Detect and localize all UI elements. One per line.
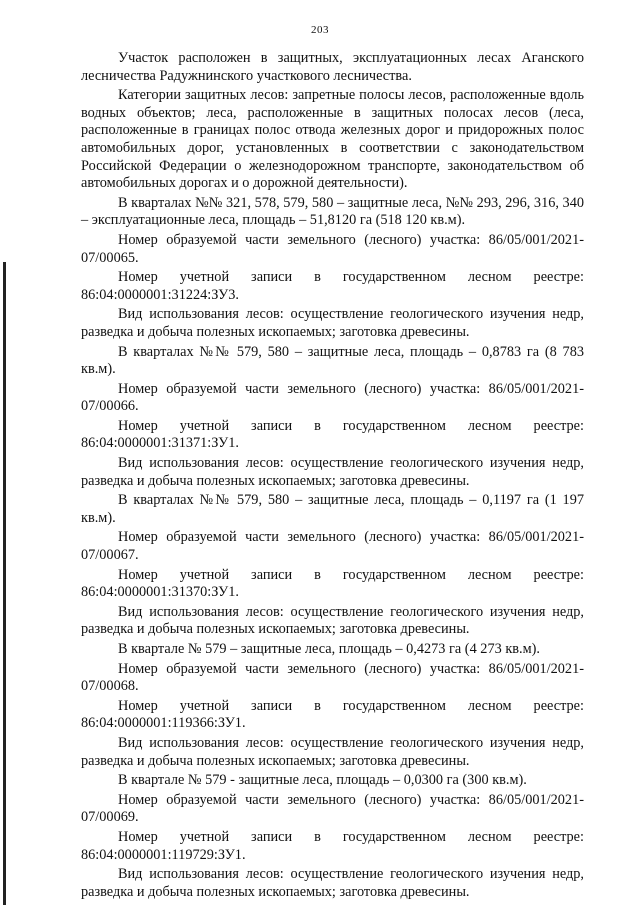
page-number: 203	[311, 24, 329, 36]
paragraph: Вид использования лесов: осуществление геологического изучения недр, разведка и добыча полезных ископаемых; заготовка древесины.	[81, 306, 584, 340]
paragraph: Номер образуемой части земельного (лесного) участка: 86/05/001/2021-07/00068.	[81, 660, 584, 695]
paragraph: Номер образуемой части земельного (лесного) участка: 86/05/001/2021-07/00069.	[81, 791, 584, 826]
paragraph: Номер учетной записи в государственном лесном реестре: 86:04:0000001:31224:ЗУ3.	[81, 269, 584, 303]
paragraph: Номер учетной записи в государственном лесном реестре: 86:04:0000001:119729:ЗУ1.	[81, 828, 584, 863]
paragraph: В кварталах №№ 579, 580 – защитные леса, площадь – 0,1197 га (1 197 кв.м).	[81, 492, 584, 526]
document-body	[81, 50, 584, 903]
paragraph: Участок расположен в защитных, эксплуатационных лесах Аганского лесничества Радужнинского участкового лесничества.	[81, 50, 584, 84]
paragraph: Номер образуемой части земельного (лесного) участка: 86/05/001/2021-07/00066.	[81, 380, 584, 415]
paragraph: Номер учетной записи в государственном лесном реестре: 86:04:0000001:119366:ЗУ1.	[81, 697, 584, 732]
paragraph: Номер образуемой части земельного (лесного) участка: 86/05/001/2021-07/00067.	[81, 529, 584, 564]
paragraph: Вид использования лесов: осуществление геологического изучения недр, разведка и добыча полезных ископаемых; заготовка древесины.	[81, 734, 584, 769]
paragraph: В квартале № 579 – защитные леса, площадь – 0,4273 га (4 273 кв.м).	[118, 641, 540, 657]
paragraph: В кварталах №№ 579, 580 – защитные леса, площадь – 0,8783 га (8 783 кв.м).	[81, 343, 584, 378]
paragraph: Номер учетной записи в государственном лесном реестре: 86:04:0000001:31370:ЗУ1.	[81, 566, 584, 601]
paragraph: В квартале № 579 - защитные леса, площадь – 0,0300 га (300 кв.м).	[118, 772, 527, 789]
paragraph: Номер учетной записи в государственном лесном реестре: 86:04:0000001:31371:ЗУ1.	[81, 417, 584, 452]
scan-edge-mark	[3, 262, 6, 905]
paragraph: Вид использования лесов: осуществление геологического изучения недр, разведка и добыча полезных ископаемых; заготовка древесины.	[81, 866, 584, 900]
paragraph: Вид использования лесов: осуществление геологического изучения недр, разведка и добыча полезных ископаемых; заготовка древесины.	[81, 603, 584, 638]
paragraph: В кварталах №№ 321, 578, 579, 580 – защитные леса, №№ 293, 296, 316, 340 – эксплуатационные леса, площадь – 51,8120 га (518 120 кв.м).	[81, 194, 584, 229]
paragraph: Вид использования лесов: осуществление геологического изучения недр, разведка и добыча полезных ископаемых; заготовка древесины.	[81, 455, 584, 489]
paragraph: Категории защитных лесов: запретные полосы лесов, расположенные вдоль водных объектов; леса, расположенные в защитных полосах лесов (леса, расположенные в границах полос отвода железных дорог и придорожных полос автомобильных дорог, установленных в соответствии с законодательством Российской Федерации о железнодорожном транспорте, законодательством об автомобильных дорогах и о дорожной деятельности).	[81, 87, 584, 192]
paragraph: Номер образуемой части земельного (лесного) участка: 86/05/001/2021-07/00065.	[81, 231, 584, 266]
